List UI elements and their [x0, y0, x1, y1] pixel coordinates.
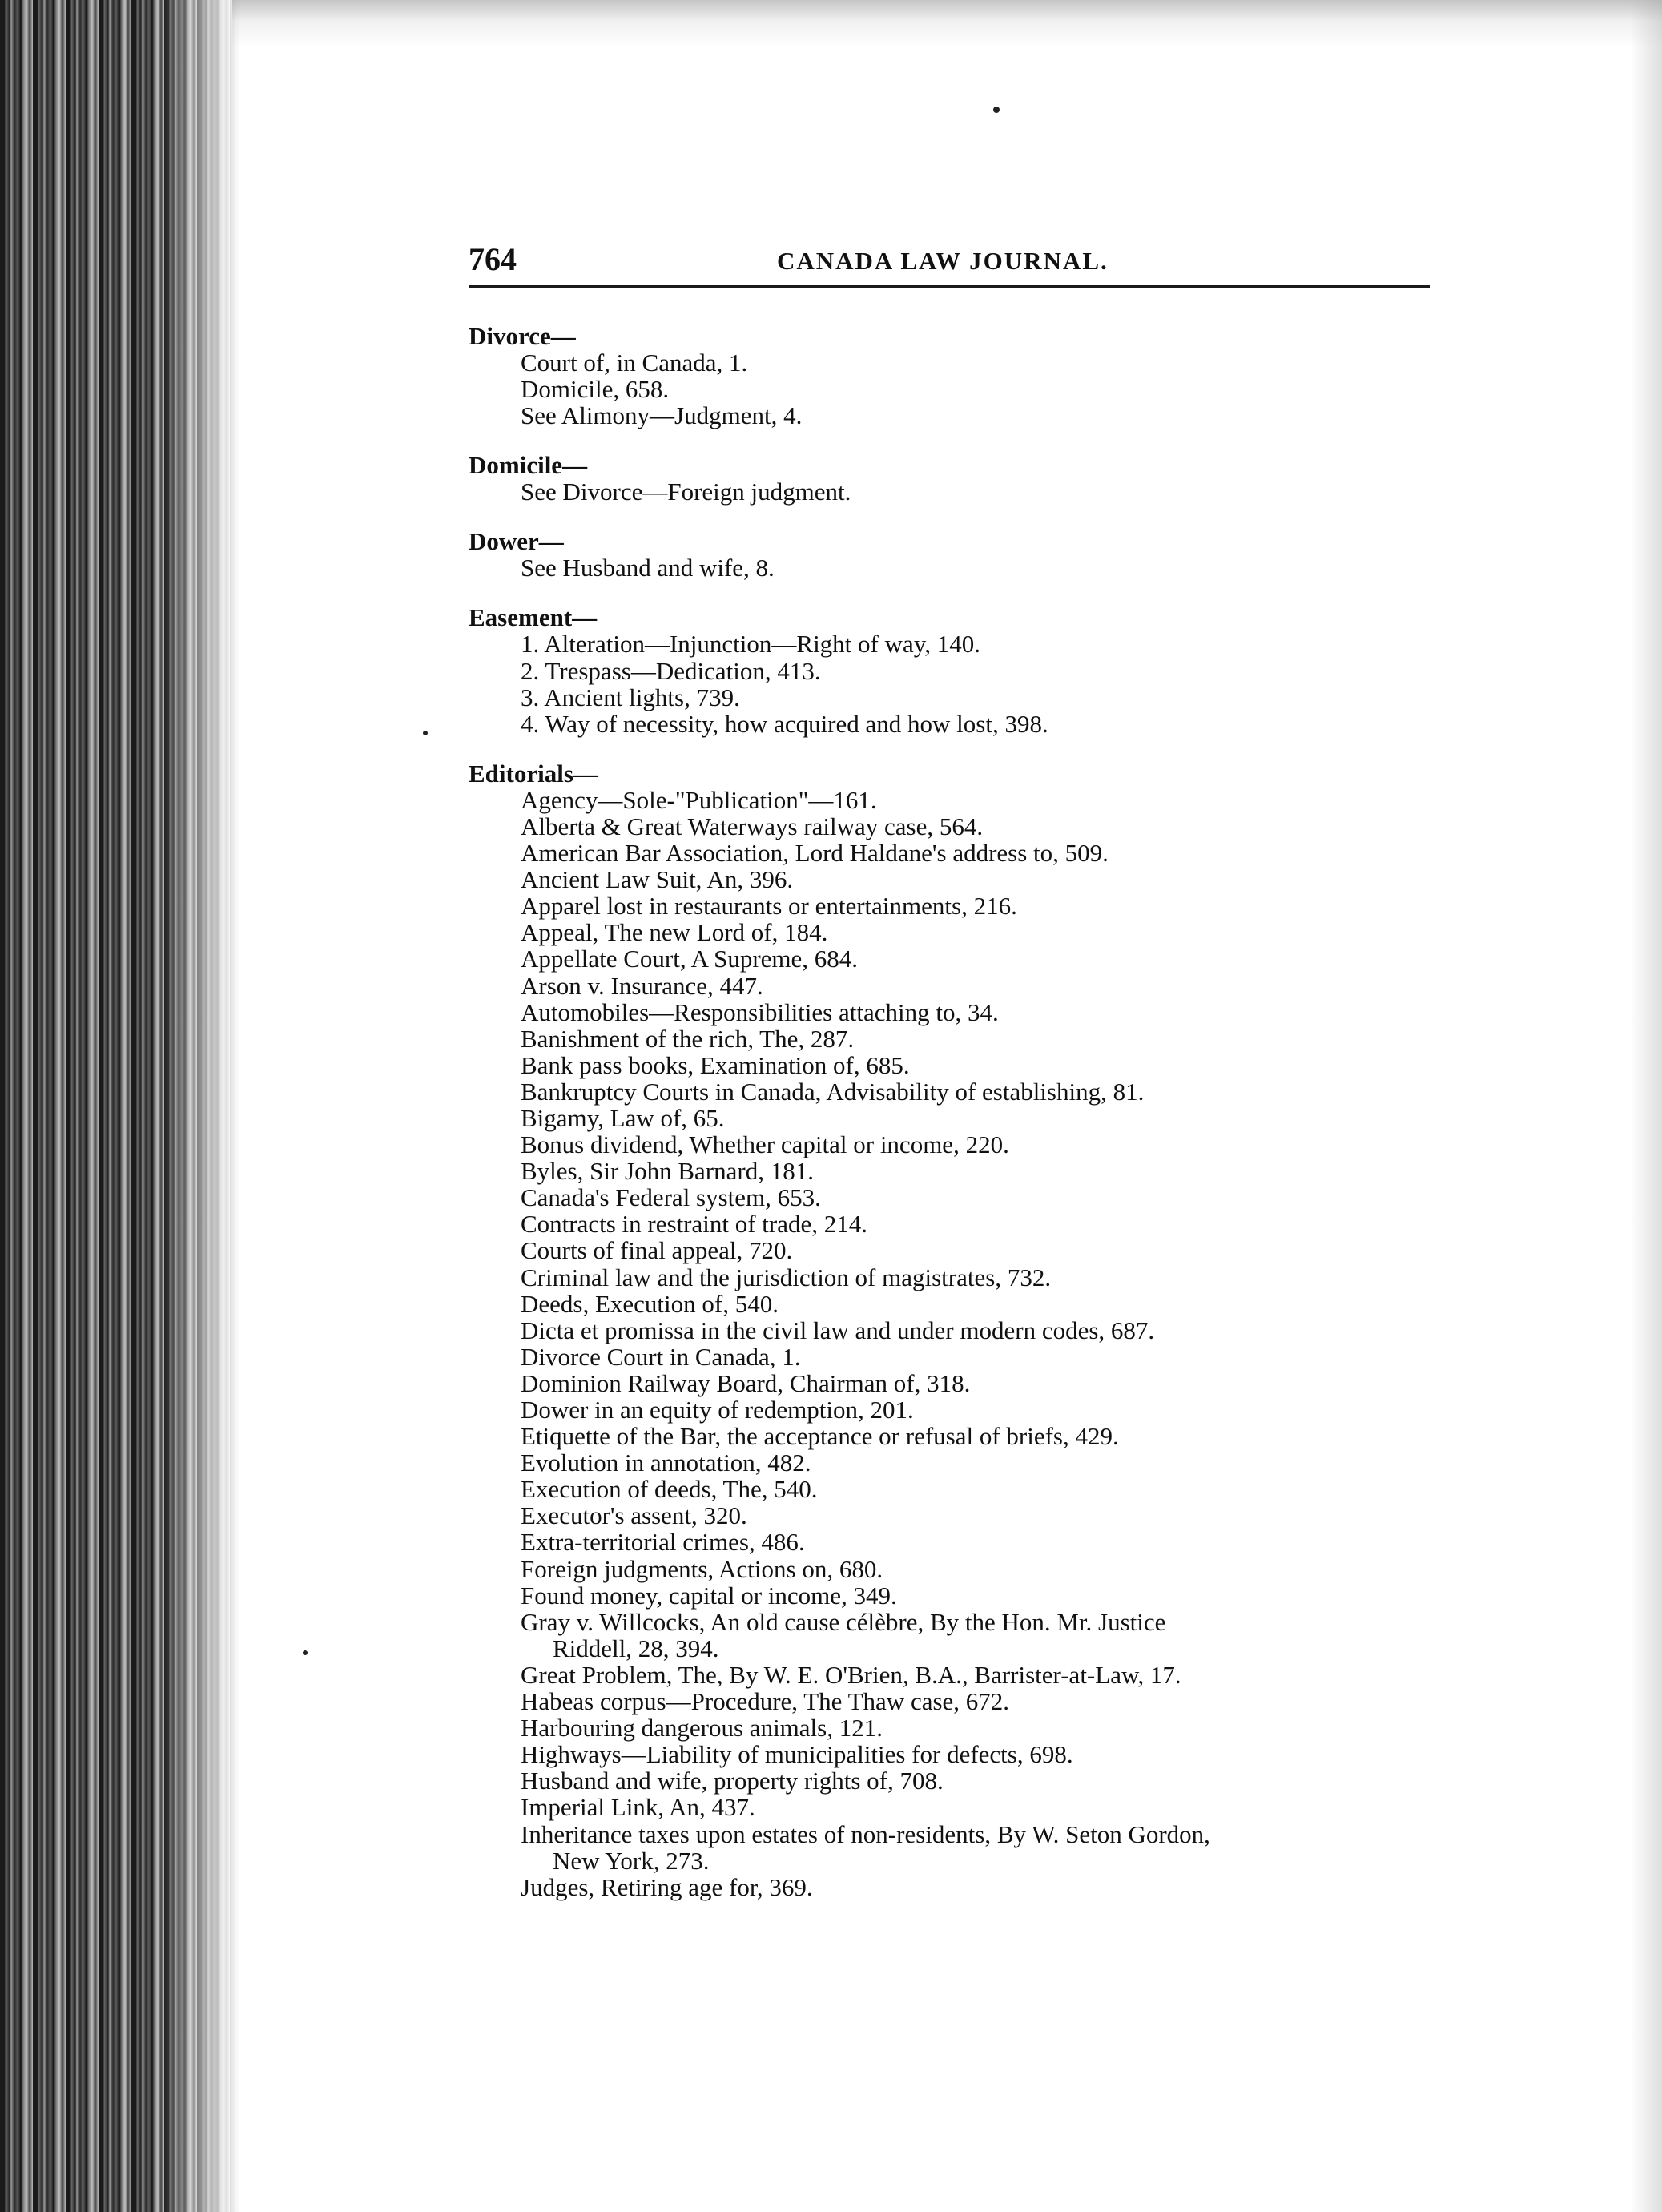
- index-entry: [469, 529, 1430, 581]
- entry-item: Contracts in restraint of trade, 214.: [521, 1210, 868, 1239]
- entry-item: Foreign judgments, Actions on, 680.: [521, 1554, 883, 1583]
- entry-item: Executor's assent, 320.: [521, 1501, 747, 1530]
- entry-item: Domicile, 658.: [521, 375, 670, 404]
- entry-item: Bank pass books, Examination of, 685.: [521, 1050, 910, 1079]
- entry-item: Canada's Federal system, 653.: [521, 1183, 821, 1212]
- entry-item: Imperial Link, An, 437.: [521, 1793, 755, 1822]
- scanned-right-edge: [1630, 0, 1662, 2212]
- entry-item: Great Problem, The, By W. E. O'Brien, B.A., Barrister-at-Law, 17.: [521, 1660, 1181, 1689]
- page-number: 764: [469, 241, 517, 277]
- index-entry: [469, 761, 1430, 1900]
- entry-item: Court of, in Canada, 1.: [521, 349, 748, 377]
- document-page: [469, 240, 1430, 1924]
- entry-item: Harbouring dangerous animals, 121.: [521, 1714, 883, 1743]
- entry-item: Etiquette of the Bar, the acceptance or refusal of briefs, 429.: [521, 1422, 1119, 1451]
- entry-item: Highways—Liability of municipalities for defects, 698.: [521, 1740, 1073, 1769]
- entry-item: Appellate Court, A Supreme, 684.: [521, 945, 859, 973]
- scan-speck: [303, 1650, 308, 1655]
- entry-item: Deeds, Execution of, 540.: [521, 1289, 779, 1318]
- index-entry: [469, 605, 1430, 736]
- entry-item: Courts of final appeal, 720.: [521, 1236, 793, 1265]
- entry-item: Alberta & Great Waterways railway case, 564.: [521, 812, 984, 840]
- entry-item: Judges, Retiring age for, 369.: [521, 1872, 813, 1901]
- entry-item: Dominion Railway Board, Chairman of, 318.: [521, 1368, 971, 1397]
- entry-item: Dicta et promissa in the civil law and under modern codes, 687.: [521, 1316, 1155, 1344]
- entry-item: Criminal law and the jurisdiction of magistrates, 732.: [521, 1263, 1052, 1291]
- scan-speck: [423, 731, 428, 735]
- entry-item: Gray v. Willcocks, An old cause célèbre, By the Hon. Mr. Justice: [521, 1607, 1166, 1636]
- entry-item: Bonus dividend, Whether capital or income, 220.: [521, 1130, 1009, 1159]
- entry-item: See Alimony—Judgment, 4.: [521, 401, 803, 430]
- entry-item: Ancient Law Suit, An, 396.: [521, 865, 794, 894]
- entry-item: Appeal, The new Lord of, 184.: [521, 918, 828, 947]
- entry-item: See Divorce—Foreign judgment.: [521, 477, 851, 506]
- entry-item: Banishment of the rich, The, 287.: [521, 1024, 855, 1053]
- entry-item: Evolution in annotation, 482.: [521, 1448, 811, 1477]
- running-head: [469, 240, 1430, 288]
- entry-item: Divorce Court in Canada, 1.: [521, 1342, 801, 1371]
- scanned-book-binding-edge: [0, 0, 240, 2212]
- entry-item: Dower in an equity of redemption, 201.: [521, 1396, 914, 1424]
- entry-item: American Bar Association, Lord Haldane's address to, 509.: [521, 839, 1109, 868]
- index-list: [469, 324, 1430, 1900]
- entry-heading: Editorials—: [469, 759, 598, 788]
- entry-heading: Dower—: [469, 527, 564, 556]
- entry-heading: Easement—: [469, 603, 598, 632]
- scanned-top-edge: [232, 0, 1662, 48]
- index-entry: [469, 324, 1430, 429]
- entry-item: Bigamy, Law of, 65.: [521, 1103, 725, 1132]
- entry-item: Automobiles—Responsibilities attaching to, 34.: [521, 997, 999, 1026]
- entry-item: 2. Trespass—Dedication, 413.: [521, 656, 821, 685]
- entry-item: Arson v. Insurance, 447.: [521, 971, 763, 1000]
- entry-item: 3. Ancient lights, 739.: [521, 683, 740, 711]
- entry-item: Habeas corpus—Procedure, The Thaw case, 672.: [521, 1687, 1010, 1716]
- journal-title: CANADA LAW JOURNAL.: [777, 247, 1109, 275]
- entry-item: Agency—Sole-"Publication"—161.: [521, 785, 877, 814]
- entry-heading: Domicile—: [469, 451, 588, 480]
- entry-item: Byles, Sir John Barnard, 181.: [521, 1157, 814, 1186]
- entry-heading: Divorce—: [469, 322, 576, 350]
- entry-item: 4. Way of necessity, how acquired and how lost, 398.: [521, 709, 1048, 738]
- entry-item-continuation: Riddell, 28, 394.: [553, 1634, 719, 1662]
- entry-item: Husband and wife, property rights of, 708.: [521, 1767, 944, 1795]
- entry-item: Bankruptcy Courts in Canada, Advisability of establishing, 81.: [521, 1077, 1145, 1106]
- index-entry: [469, 453, 1430, 505]
- entry-item-continuation: New York, 273.: [553, 1846, 710, 1875]
- entry-item: Execution of deeds, The, 540.: [521, 1475, 818, 1504]
- entry-item: Apparel lost in restaurants or entertainments, 216.: [521, 892, 1017, 921]
- scan-speck: [993, 107, 1000, 113]
- entry-item: Inheritance taxes upon estates of non-residents, By W. Seton Gordon,: [521, 1819, 1210, 1848]
- entry-item: Found money, capital or income, 349.: [521, 1581, 897, 1610]
- entry-item: Extra-territorial crimes, 486.: [521, 1528, 805, 1557]
- entry-item: 1. Alteration—Injunction—Right of way, 140.: [521, 630, 980, 659]
- entry-item: See Husband and wife, 8.: [521, 554, 775, 582]
